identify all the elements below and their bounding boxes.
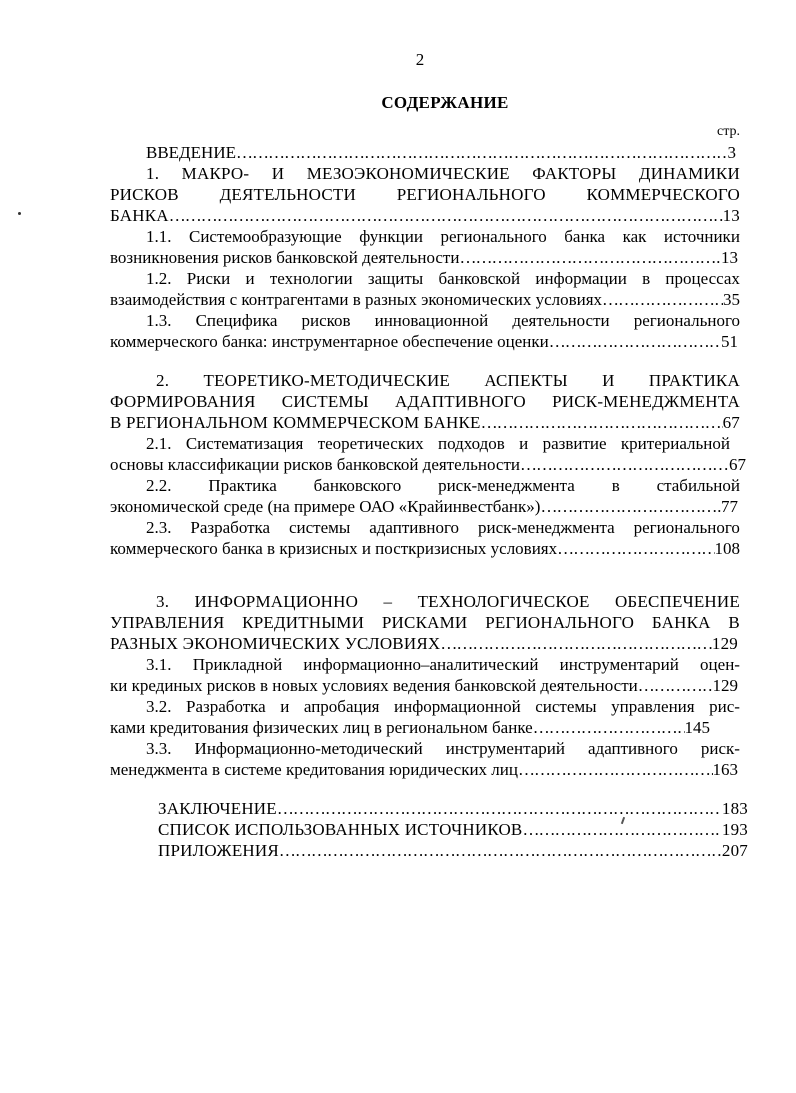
- toc-section-2-3-line2: [110, 538, 740, 559]
- toc-entry-label: ВВЕДЕНИЕ: [146, 143, 236, 162]
- toc-leader-dots: [169, 205, 723, 226]
- word: регионального: [440, 227, 547, 246]
- word: теоретических: [317, 434, 424, 453]
- toc-entry-label: В РЕГИОНАЛЬНОМ КОММЕРЧЕСКОМ БАНКЕ: [110, 413, 481, 432]
- toc-page-ref: 193: [721, 820, 748, 839]
- toc-entry-label: РАЗНЫХ ЭКОНОМИЧЕСКИХ УСЛОВИЯХ: [110, 634, 441, 653]
- toc-page-ref: 77: [721, 497, 738, 516]
- word: рис-: [709, 697, 740, 716]
- word: 3.1.: [146, 655, 172, 674]
- toc-section-3-1-line1: [146, 654, 740, 675]
- word: Системообразующие: [189, 227, 342, 246]
- toc-section-3-2-line1: [146, 696, 740, 717]
- toc-chapter-1-line2: [110, 184, 740, 205]
- word: В: [728, 613, 740, 632]
- toc-section-2-3-line1: [146, 517, 740, 538]
- word: рисков: [301, 311, 351, 330]
- toc-entry-label: ПРИЛОЖЕНИЯ: [158, 841, 279, 860]
- word: и: [245, 269, 255, 288]
- word: ФАКТОРЫ: [532, 164, 617, 183]
- word: 1.: [146, 164, 160, 183]
- toc-chapter-2-line1: [156, 370, 740, 391]
- toc-leader-dots: [518, 759, 713, 780]
- word: управления: [611, 697, 695, 716]
- word: ФОРМИРОВАНИЯ: [110, 392, 256, 411]
- word: регионального: [633, 311, 740, 330]
- toc-section-1-1-line2: [110, 247, 738, 268]
- word: 3.: [156, 592, 170, 611]
- word: функции: [359, 227, 423, 246]
- word: 2.3.: [146, 518, 172, 537]
- word: И: [602, 371, 615, 390]
- toc-entry-label: коммерческого банка: инструментарное обеспечение оценки: [110, 332, 549, 351]
- toc-leader-dots: [481, 412, 723, 433]
- toc-leader-dots: [459, 247, 721, 268]
- word: Разработка: [186, 697, 266, 716]
- word: Систематизация: [185, 434, 304, 453]
- word: КОММЕРЧЕСКОГО: [586, 185, 740, 204]
- scan-speck: [18, 212, 21, 215]
- toc-page-ref: 67: [729, 455, 746, 474]
- toc-entry-appendix: [158, 840, 748, 861]
- word: МЕЗОЭКОНОМИЧЕСКИЕ: [306, 164, 510, 183]
- word: инновационной: [374, 311, 489, 330]
- word: КРЕДИТНЫМИ: [242, 613, 365, 632]
- page-column-label: стр.: [716, 124, 740, 139]
- toc-chapter-1-line1: [146, 163, 740, 184]
- word: ДИНАМИКИ: [638, 164, 740, 183]
- word: БАНКА: [651, 613, 711, 632]
- toc-entry-label: СПИСОК ИСПОЛЬЗОВАННЫХ ИСТОЧНИКОВ: [158, 820, 523, 839]
- word: УПРАВЛЕНИЯ: [110, 613, 225, 632]
- toc-entry-label: возникновения рисков банковской деятельности: [110, 248, 460, 267]
- word: и: [519, 434, 529, 453]
- word: апробация: [303, 697, 380, 716]
- toc-leader-dots: [540, 496, 721, 517]
- word: РИСК-МЕНЕДЖМЕНТА: [552, 392, 740, 411]
- toc-leader-dots: [533, 717, 685, 738]
- toc-entry-label: основы классификации рисков банковской деятельности: [110, 455, 520, 474]
- word: 2.1.: [146, 434, 172, 453]
- word: деятельности: [512, 311, 610, 330]
- word: 1.1.: [146, 227, 172, 246]
- word: РИСКАМИ: [381, 613, 468, 632]
- word: риск-: [700, 739, 740, 758]
- toc-page-ref: 3: [727, 143, 736, 162]
- word: АДАПТИВНОГО: [395, 392, 526, 411]
- page-number: 2: [415, 50, 425, 69]
- toc-page-ref: 145: [684, 718, 710, 737]
- toc-section-1-2-line2: [110, 289, 740, 310]
- word: системы: [288, 518, 351, 537]
- toc-leader-dots: [557, 538, 714, 559]
- word: Риски: [186, 269, 231, 288]
- word: СИСТЕМЫ: [281, 392, 369, 411]
- word: развитие: [542, 434, 607, 453]
- word: защиты: [367, 269, 424, 288]
- toc-chapter-2-line3: [110, 412, 740, 433]
- toc-entry-label: экономической среде (на примере ОАО «Крайинвестбанк»): [110, 497, 541, 516]
- word: РЕГИОНАЛЬНОГО: [485, 613, 635, 632]
- word: Разработка: [190, 518, 271, 537]
- toc-page-ref: 13: [722, 206, 740, 225]
- toc-leader-dots: [236, 142, 728, 163]
- word: информации: [535, 269, 627, 288]
- word: в: [611, 476, 620, 495]
- toc-chapter-3-line2: [110, 612, 740, 633]
- toc-leader-dots: [440, 633, 712, 654]
- toc-entry-label: ками кредитования физических лиц в региональном банке: [110, 718, 533, 737]
- toc-entry-label: БАНКА: [110, 206, 169, 225]
- word: информационной: [394, 697, 521, 716]
- toc-section-1-3-line1: [146, 310, 740, 331]
- word: стабильной: [656, 476, 740, 495]
- word: Прикладной: [192, 655, 283, 674]
- word: АСПЕКТЫ: [484, 371, 568, 390]
- word: РИСКОВ: [110, 185, 179, 204]
- toc-entry-references: [158, 819, 748, 840]
- word: банка: [564, 227, 606, 246]
- toc-section-3-3-line1: [146, 738, 740, 759]
- word: адаптивного: [588, 739, 678, 758]
- word: как: [622, 227, 647, 246]
- word: подходов: [438, 434, 505, 453]
- toc-entry-label: менеджмента в системе кредитования юридических лиц: [110, 760, 518, 779]
- word: –: [383, 592, 393, 611]
- toc-entry-intro: [146, 142, 736, 163]
- toc-leader-dots: [277, 798, 722, 819]
- word: ОБЕСПЕЧЕНИЕ: [614, 592, 740, 611]
- word: банковской: [438, 269, 521, 288]
- toc-page-ref: 163: [712, 760, 738, 779]
- toc-section-3-2-line2: [110, 717, 710, 738]
- word: ИНФОРМАЦИОННО: [194, 592, 359, 611]
- toc-page-ref: 108: [714, 539, 740, 558]
- toc-page-ref: 35: [723, 290, 740, 309]
- toc-page-ref: 13: [721, 248, 738, 267]
- toc-section-2-1-line1: [146, 433, 730, 454]
- word: критериальной: [620, 434, 730, 453]
- word: банковского: [313, 476, 402, 495]
- toc-title: СОДЕРЖАНИЕ: [381, 93, 509, 112]
- word: МАКРО-: [181, 164, 250, 183]
- word: ДЕЯТЕЛЬНОСТИ: [219, 185, 356, 204]
- toc-entry-label: ЗАКЛЮЧЕНИЕ: [158, 799, 277, 818]
- toc-section-3-1-line2: [110, 675, 738, 696]
- toc-entry-conclusion: [158, 798, 748, 819]
- toc-section-1-1-line1: [146, 226, 740, 247]
- toc-section-1-3-line2: [110, 331, 738, 352]
- toc-section-3-3-line2: [110, 759, 738, 780]
- toc-leader-dots: [638, 675, 713, 696]
- toc-leader-dots: [549, 331, 721, 352]
- word: процессах: [665, 269, 740, 288]
- toc-chapter-2-line2: [110, 391, 740, 412]
- toc-page-ref: 207: [721, 841, 748, 860]
- word: инструментарий: [559, 655, 679, 674]
- word: риск-менеджмента: [477, 518, 615, 537]
- toc-page-ref: 67: [722, 413, 740, 432]
- toc-section-2-1-line2: [110, 454, 746, 475]
- toc-chapter-3-line1: [156, 591, 740, 612]
- word: Информационно-методический: [194, 739, 423, 758]
- toc-page-ref: 129: [712, 676, 738, 695]
- toc-leader-dots: [520, 454, 729, 475]
- word: ПРАКТИКА: [648, 371, 740, 390]
- toc-section-2-2-line2: [110, 496, 738, 517]
- word: И: [271, 164, 285, 183]
- toc-entry-label: ки крединых рисков в новых условиях ведения банковской деятельности: [110, 676, 638, 695]
- toc-page-ref: 183: [721, 799, 748, 818]
- word: регионального: [633, 518, 740, 537]
- word: технологии: [269, 269, 353, 288]
- word: 2.2.: [146, 476, 172, 495]
- word: оцен-: [700, 655, 740, 674]
- word: источники: [663, 227, 740, 246]
- word: 3.3.: [146, 739, 172, 758]
- word: 2.: [156, 371, 170, 390]
- word: ТЕОРЕТИКО-МЕТОДИЧЕСКИЕ: [203, 371, 451, 390]
- word: инструментарий: [445, 739, 565, 758]
- toc-leader-dots: [279, 840, 722, 861]
- toc-section-1-2-line1: [146, 268, 740, 289]
- word: информационно–аналитический: [303, 655, 539, 674]
- word: 3.2.: [146, 697, 172, 716]
- word: Специфика: [195, 311, 278, 330]
- word: РЕГИОНАЛЬНОГО: [396, 185, 546, 204]
- word: и: [280, 697, 290, 716]
- toc-section-2-2-line1: [146, 475, 740, 496]
- toc-leader-dots: [602, 289, 723, 310]
- toc-chapter-1-line3: [110, 205, 740, 226]
- toc-chapter-3-line3: [110, 633, 738, 654]
- word: 1.2.: [146, 269, 172, 288]
- word: в: [642, 269, 651, 288]
- word: адаптивного: [369, 518, 460, 537]
- word: системы: [535, 697, 597, 716]
- word: Практика: [208, 476, 277, 495]
- toc-entry-label: взаимодействия с контрагентами в разных экономических условиях: [110, 290, 603, 309]
- toc-page-ref: 51: [721, 332, 738, 351]
- toc-entry-label: коммерческого банка в кризисных и посткризисных условиях: [110, 539, 558, 558]
- toc-page-ref: 129: [711, 634, 738, 653]
- word: 1.3.: [146, 311, 172, 330]
- word: риск-менеджмента: [438, 476, 575, 495]
- word: ТЕХНОЛОГИЧЕСКОЕ: [417, 592, 590, 611]
